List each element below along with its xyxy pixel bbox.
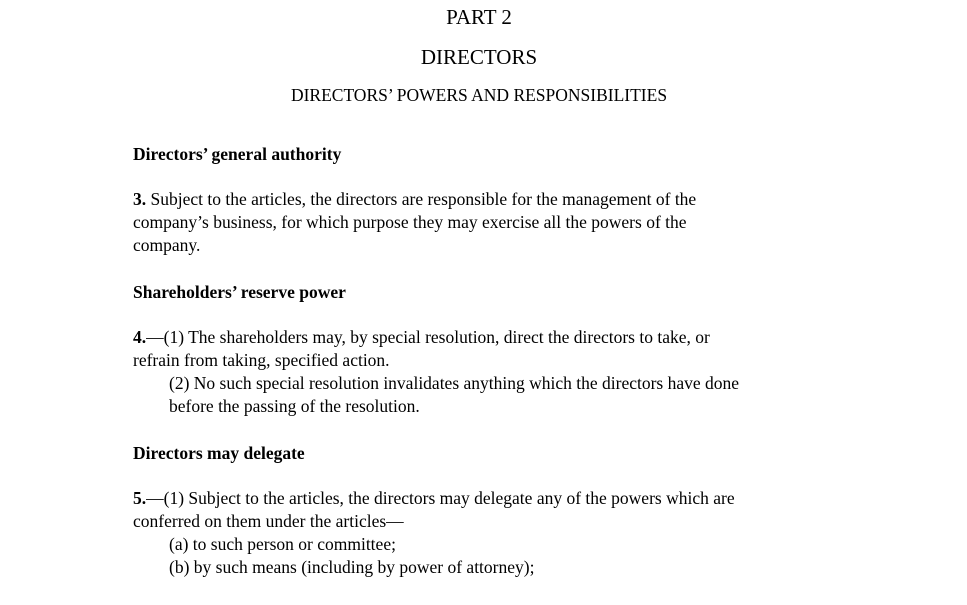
article-subparagraph-line: (2) No such special resolution invalidates anything which the directors have done <box>169 373 740 393</box>
article-number: 3. <box>133 189 147 209</box>
article-paragraph-line <box>133 487 735 510</box>
article-heading: Directors may delegate <box>133 443 305 463</box>
article-list-item: (a) to such person or committee; <box>169 534 396 554</box>
article-heading: Directors’ general authority <box>133 144 342 164</box>
article-text: —(1) The shareholders may, by special resolution, direct the directors to take, or <box>146 327 710 347</box>
article-text: —(1) Subject to the articles, the directors may delegate any of the powers which are <box>146 488 735 508</box>
article-paragraph-line <box>133 326 710 349</box>
article-paragraph-line: company. <box>133 235 201 255</box>
article-paragraph-line: refrain from taking, specified action. <box>133 350 390 370</box>
article-heading: Shareholders’ reserve power <box>133 282 346 302</box>
article-list-item: (b) by such means (including by power of attorney); <box>169 557 535 577</box>
article-number: 5. <box>133 488 147 508</box>
article-subparagraph-line: before the passing of the resolution. <box>169 396 420 416</box>
article-paragraph-line: conferred on them under the articles— <box>133 511 404 531</box>
part-title: PART 2 <box>446 5 512 29</box>
article-paragraph-line <box>133 188 696 211</box>
article-number: 4. <box>133 327 147 347</box>
chapter-title: DIRECTORS <box>420 45 538 69</box>
article-paragraph-line: company’s business, for which purpose they may exercise all the powers of the <box>133 212 687 232</box>
article-text: Subject to the articles, the directors are responsible for the management of the <box>146 189 697 209</box>
section-title: DIRECTORS’ POWERS AND RESPONSIBILITIES <box>290 85 668 105</box>
